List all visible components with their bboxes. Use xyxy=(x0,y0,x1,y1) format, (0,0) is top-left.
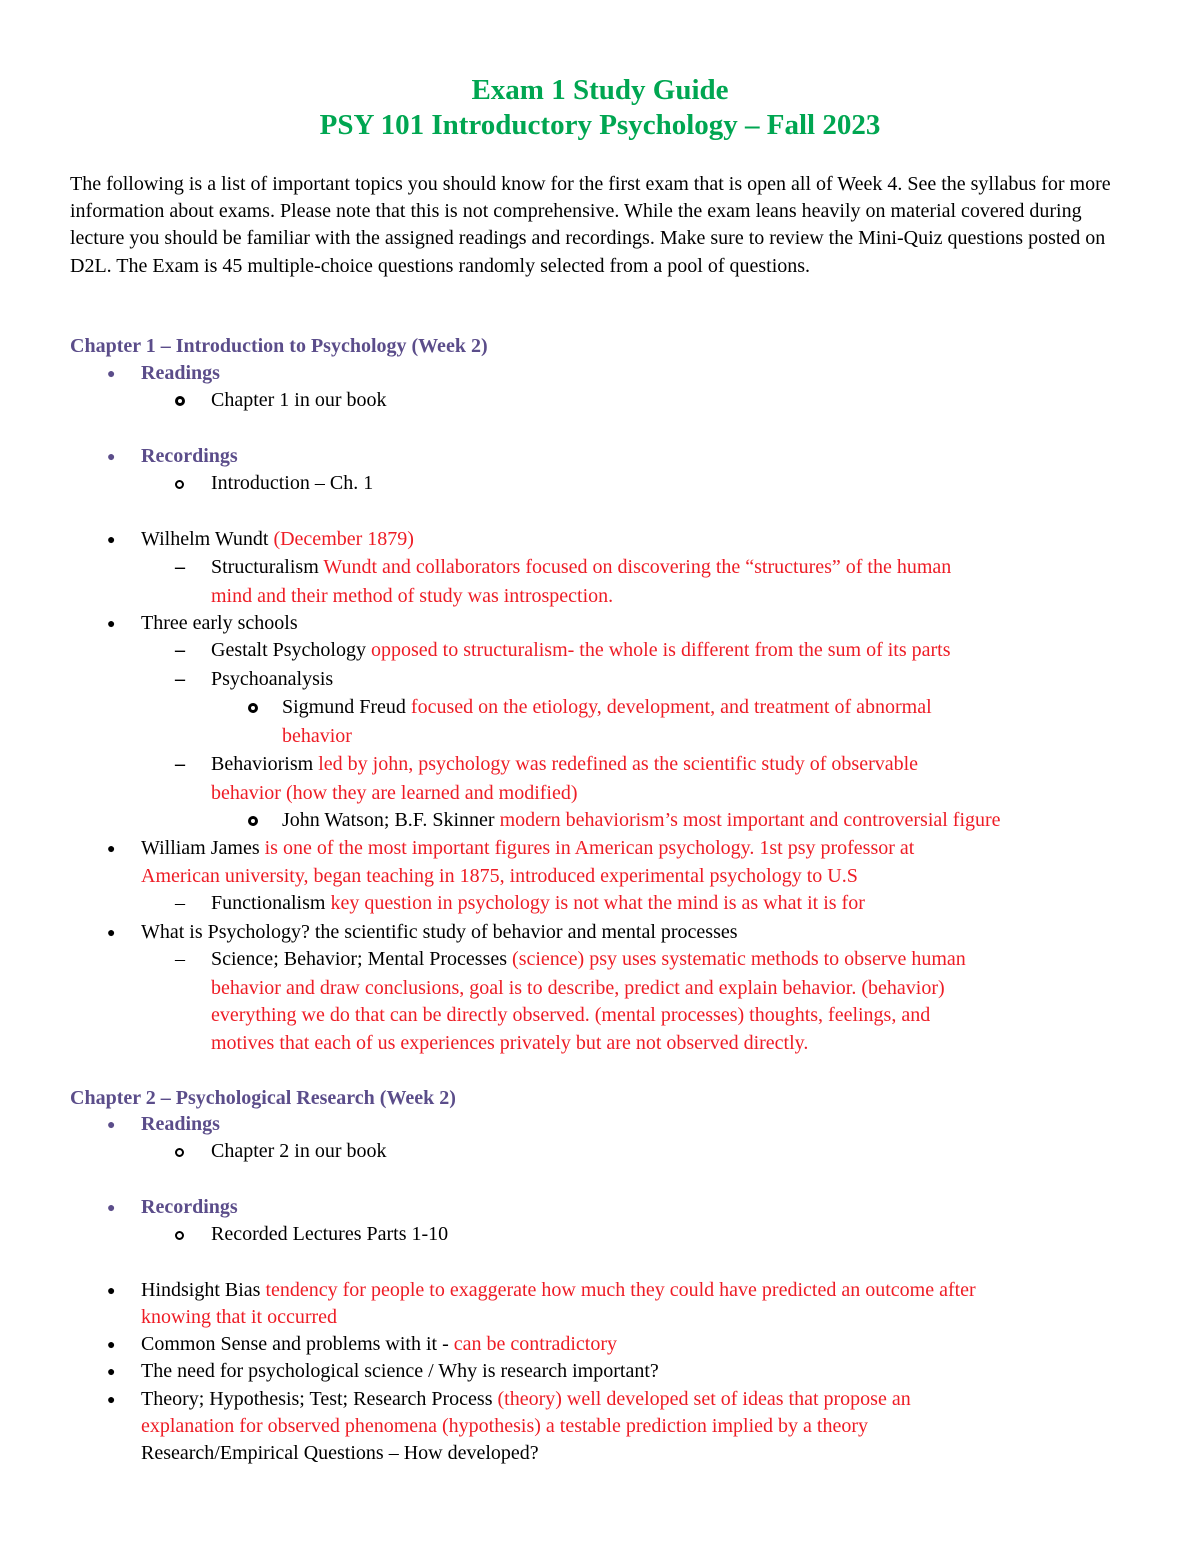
structuralism-line: Structuralism Wundt and collaborators focused on discovering the “structures” of the human xyxy=(211,556,952,578)
page-title: Exam 1 Study Guide xyxy=(471,74,729,106)
what-is-psychology-line: What is Psychology? the scientific study of behavior and mental processes xyxy=(141,921,738,943)
ch1-recordings-item: Introduction – Ch. 1 xyxy=(211,472,374,494)
dash-bullet-icon: – xyxy=(175,556,185,578)
behaviorism-line-cont: behavior (how they are learned and modified) xyxy=(211,782,578,804)
circle-bullet-icon xyxy=(248,694,258,721)
freud-line: Sigmund Freud focused on the etiology, development, and treatment of abnormal xyxy=(282,696,932,718)
bullet-icon: ● xyxy=(107,842,116,857)
circle-bullet-icon xyxy=(175,1221,184,1248)
science-line-cont-2: everything we do that can be directly observed. (mental processes) thoughts, feelings, and xyxy=(211,1004,931,1026)
bullet-icon: ● xyxy=(107,1284,116,1299)
bullet-icon: ● xyxy=(107,367,116,382)
behaviorism-line: Behaviorism led by john, psychology was redefined as the scientific study of observable xyxy=(211,753,919,775)
need-line: The need for psychological science / Why is research important? xyxy=(141,1360,659,1382)
intro-paragraph: The following is a list of important topics you should know for the first exam that is open all of Week 4. See the syllabus for more information about exams. Please note that this is not comprehensive. While the exam leans heavily on material covered during lecture you should be familiar with the assigned readings and recordings. Make sure to review the Mini-Quiz questions posted on D2L. The Exam is 45 multiple-choice questions randomly selected from a pool of questions. xyxy=(70,173,1111,277)
bullet-icon: ● xyxy=(107,926,116,941)
three-schools-line: Three early schools xyxy=(141,612,298,634)
ch1-readings-label: Readings xyxy=(141,362,220,384)
science-line-cont-1: behavior and draw conclusions, goal is to describe, predict and explain behavior. (behavior) xyxy=(211,977,945,999)
circle-bullet-icon xyxy=(175,387,185,414)
dash-bullet-icon: – xyxy=(175,948,185,970)
ch1-readings-item: Chapter 1 in our book xyxy=(211,389,387,411)
hindsight-line: Hindsight Bias tendency for people to exaggerate how much they could have predicted an outcome after xyxy=(141,1279,976,1301)
structuralism-line-cont: mind and their method of study was introspection. xyxy=(211,585,614,607)
bullet-icon: ● xyxy=(107,1338,116,1353)
circle-bullet-icon xyxy=(248,807,258,834)
wundt-line: Wilhelm Wundt (December 1879) xyxy=(141,528,414,550)
circle-bullet-icon xyxy=(175,470,184,497)
psychoanalysis-line: Psychoanalysis xyxy=(211,668,334,690)
page-subtitle: PSY 101 Introductory Psychology – Fall 2023 xyxy=(319,109,881,141)
ch1-recordings-label: Recordings xyxy=(141,445,238,467)
watson-line: John Watson; B.F. Skinner modern behaviorism’s most important and controversial figure xyxy=(282,809,1001,831)
ch2-recordings-item: Recorded Lectures Parts 1-10 xyxy=(211,1223,449,1245)
circle-bullet-icon xyxy=(175,1138,184,1165)
chapter-2-heading: Chapter 2 – Psychological Research (Week 2) xyxy=(70,1087,456,1109)
ch2-recordings-label: Recordings xyxy=(141,1196,238,1218)
james-line-cont: American university, began teaching in 1875, introduced experimental psychology to U.S xyxy=(141,865,858,887)
dash-bullet-icon: – xyxy=(175,753,185,775)
ch2-readings-label: Readings xyxy=(141,1113,220,1135)
theory-line: Theory; Hypothesis; Test; Research Process (theory) well developed set of ideas that propose an xyxy=(141,1388,911,1410)
chapter-1-heading: Chapter 1 – Introduction to Psychology (Week 2) xyxy=(70,335,488,357)
bullet-icon: ● xyxy=(107,1365,116,1380)
bullet-icon: ● xyxy=(107,1201,116,1216)
bullet-icon: ● xyxy=(107,1118,116,1133)
theory-line-cont: explanation for observed phenomena (hypothesis) a testable prediction implied by a theory xyxy=(141,1415,869,1437)
ch2-readings-item: Chapter 2 in our book xyxy=(211,1140,387,1162)
common-sense-line: Common Sense and problems with it - can be contradictory xyxy=(141,1333,618,1355)
bullet-icon: ● xyxy=(107,617,116,632)
gestalt-line: Gestalt Psychology opposed to structuralism- the whole is different from the sum of its parts xyxy=(211,639,951,661)
science-line-cont-3: motives that each of us experiences privately but are not observed directly. xyxy=(211,1032,809,1054)
functionalism-line: Functionalism key question in psychology is not what the mind is as what it is for xyxy=(211,892,865,914)
freud-line-cont: behavior xyxy=(282,725,352,747)
research-line: Research/Empirical Questions – How developed? xyxy=(141,1442,539,1464)
dash-bullet-icon: – xyxy=(175,668,185,690)
hindsight-line-cont: knowing that it occurred xyxy=(141,1306,338,1328)
dash-bullet-icon: – xyxy=(175,639,185,661)
bullet-icon: ● xyxy=(107,450,116,465)
james-line: William James is one of the most important figures in American psychology. 1st psy professor at xyxy=(141,837,915,859)
dash-bullet-icon: – xyxy=(175,892,185,914)
bullet-icon: ● xyxy=(107,533,116,548)
bullet-icon: ● xyxy=(107,1393,116,1408)
science-line: Science; Behavior; Mental Processes (science) psy uses systematic methods to observe human xyxy=(211,948,966,970)
